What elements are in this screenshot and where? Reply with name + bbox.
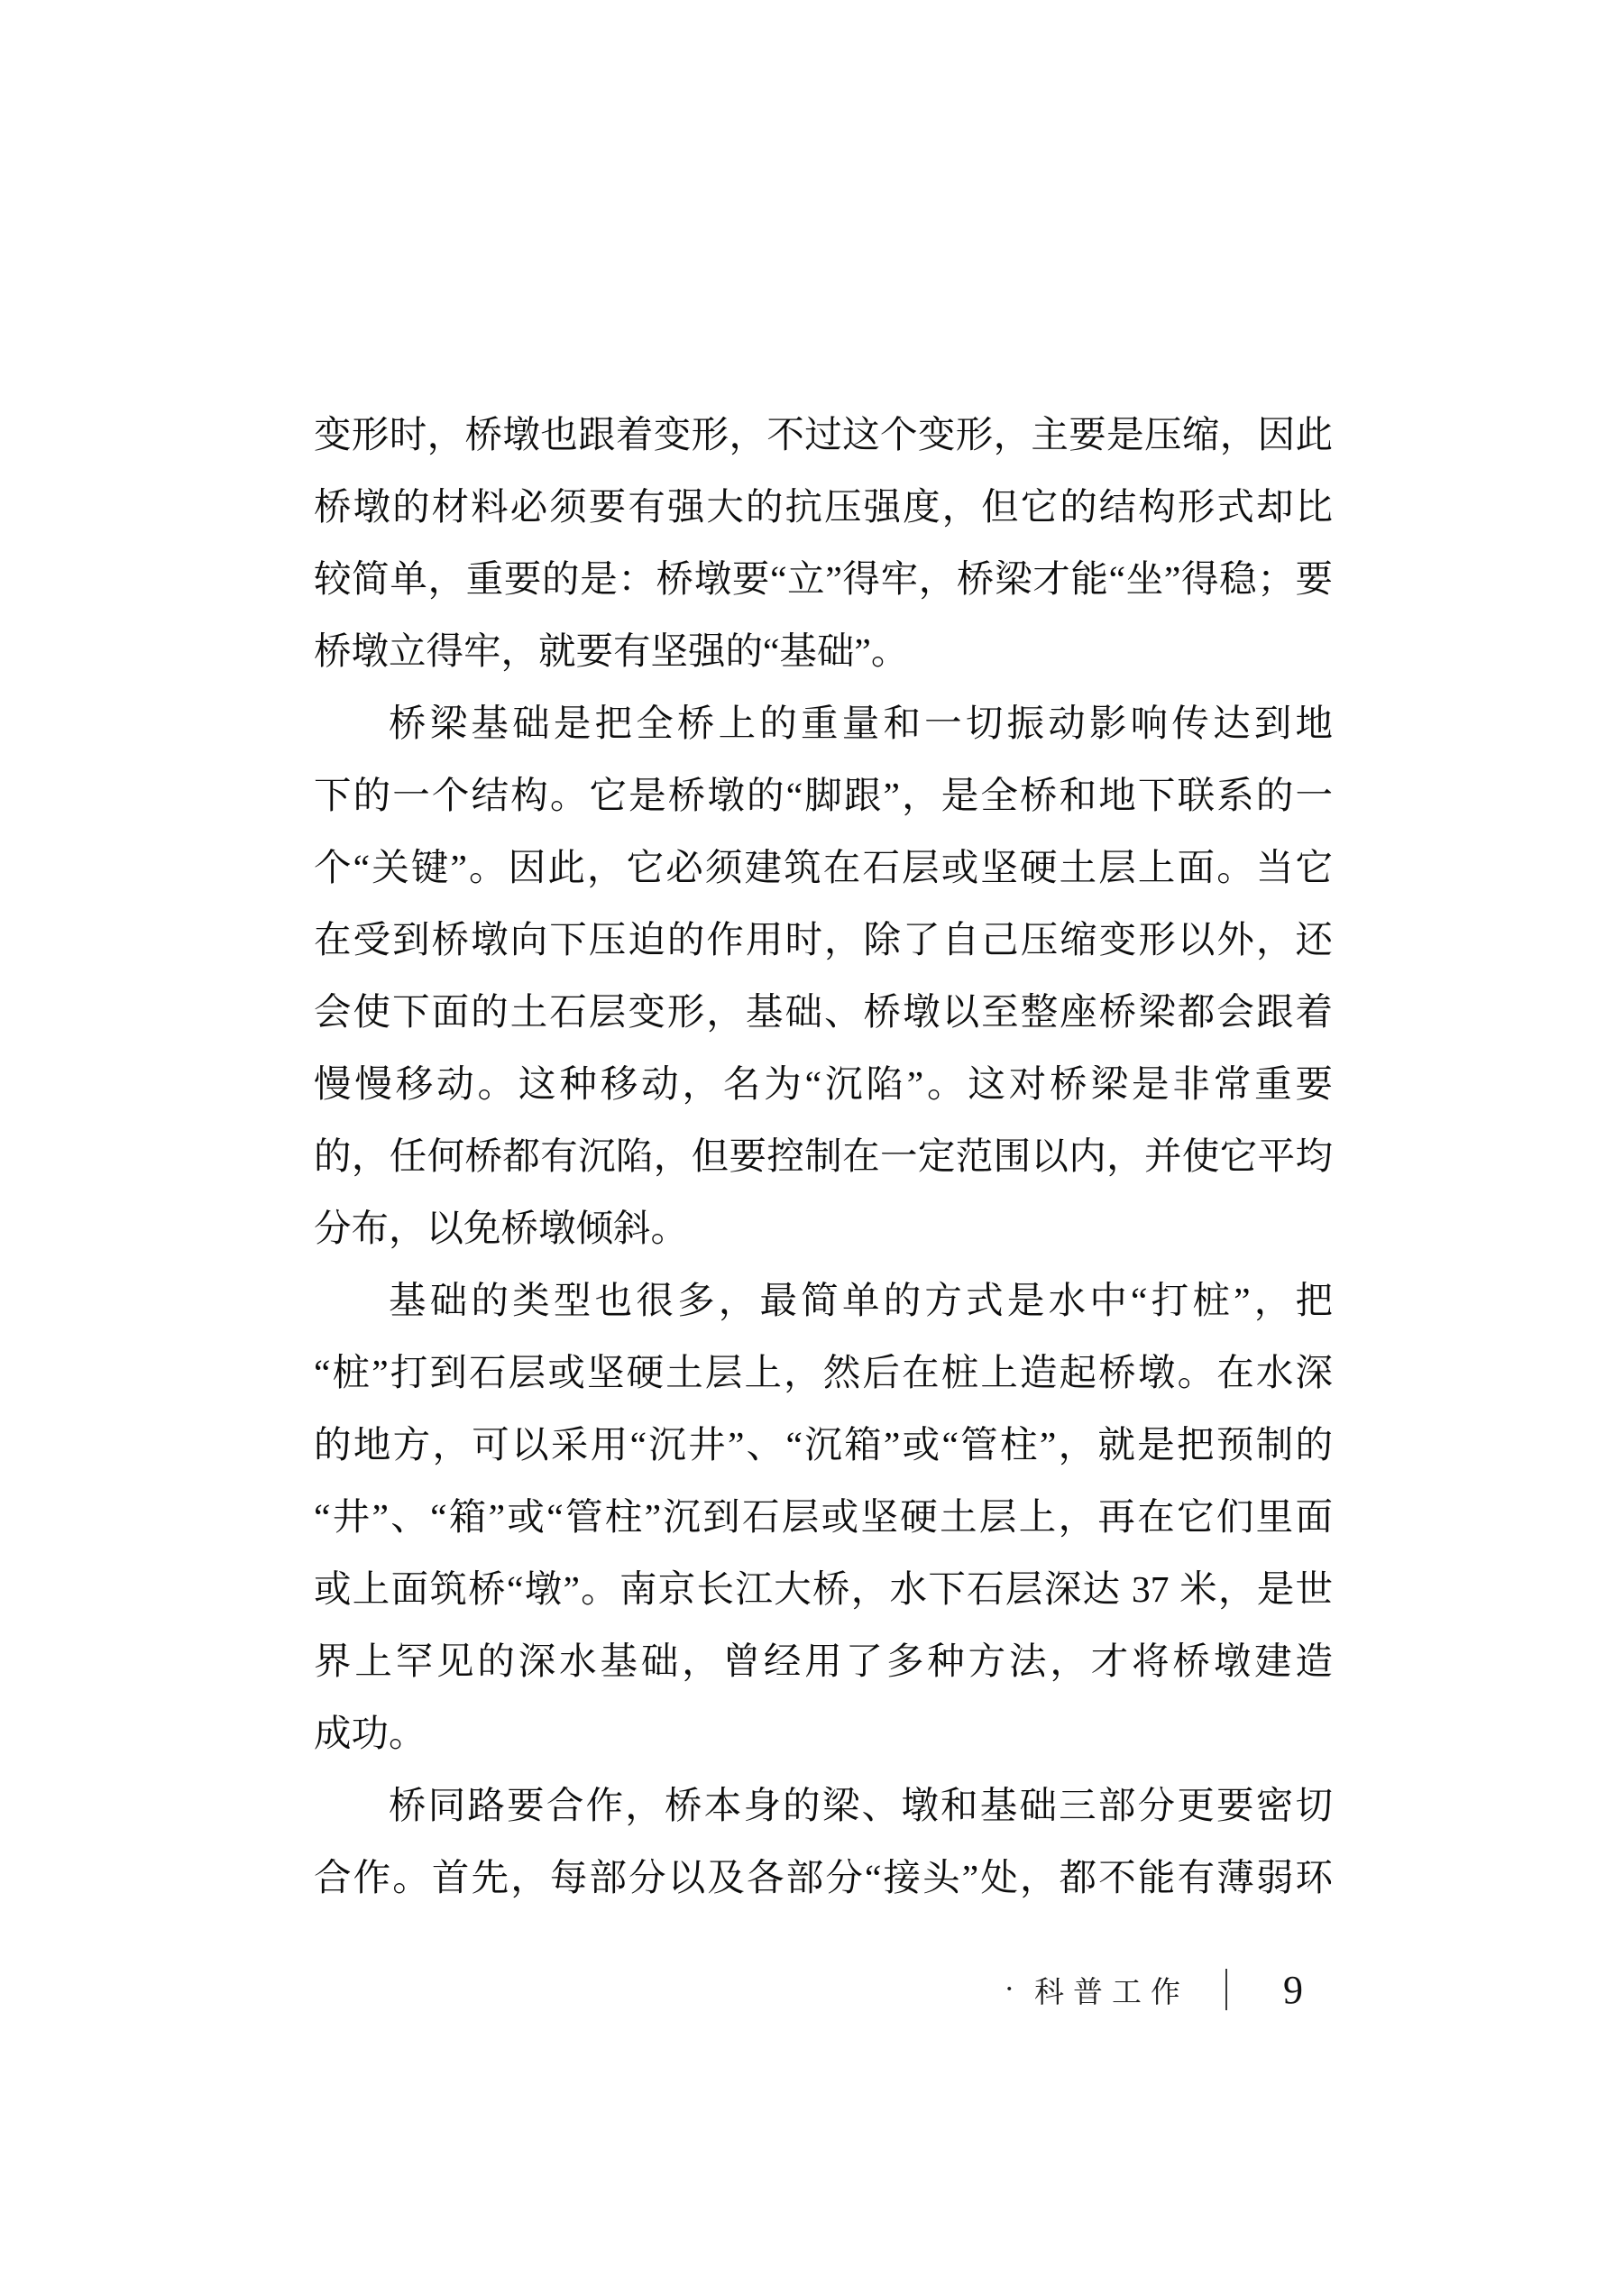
text-line: 成功。 (314, 1713, 427, 1754)
text-line: 在受到桥墩向下压迫的作用时，除了自己压缩变形以外，还 (314, 919, 1333, 960)
body-text (314, 399, 1333, 1914)
text-line: 下的一个结构。它是桥墩的“脚跟”，是全桥和地下联系的一 (314, 775, 1333, 816)
text-line: 变形时，桥墩也跟着变形，不过这个变形，主要是压缩，因此 (314, 414, 1333, 455)
text-line: 的地方，可以采用“沉井”、“沉箱”或“管柱”，就是把预制的 (314, 1424, 1333, 1466)
text-line: 慢慢移动。这种移动，名为“沉陷”。这对桥梁是非常重要 (314, 1063, 1333, 1105)
text-line: 的，任何桥都有沉陷，但要控制在一定范围以内，并使它平均 (314, 1135, 1333, 1177)
footer-bullet: · (1004, 1972, 1014, 2006)
running-title: 科普工作 (1034, 1976, 1189, 2009)
text-line: 桥墩的材料必须要有强大的抗压强度，但它的结构形式却比 (314, 486, 1333, 528)
page-number: 9 (1283, 1967, 1303, 2012)
text-line: 桥同路要合作，桥本身的梁、墩和基础三部分更要密切 (389, 1785, 1333, 1826)
text-line: 桥梁基础是把全桥上的重量和一切振动影响传达到地 (389, 703, 1333, 744)
text-line: 合作。首先，每部分以及各部分“接头”处，都不能有薄弱环 (314, 1857, 1333, 1898)
text-line: 个“关键”。因此，它必须建筑在石层或坚硬土层上面。当它 (314, 847, 1333, 888)
text-line: “桩”打到石层或坚硬土层上，然后在桩上造起桥墩。在水深 (314, 1352, 1333, 1393)
text-line: 较简单，重要的是：桥墩要“立”得牢，桥梁才能“坐”得稳；要 (314, 558, 1333, 600)
text-line: 或上面筑桥“墩”。南京长江大桥，水下石层深达 37 米，是世 (314, 1568, 1333, 1610)
text-line: 分布，以免桥墩倾斜。 (314, 1208, 689, 1249)
page-footer (1005, 1966, 1303, 2013)
text-line: 会使下面的土石层变形，基础、桥墩以至整座桥梁都会跟着 (314, 991, 1333, 1033)
text-line: 桥墩立得牢，就要有坚强的“基础”。 (314, 630, 909, 672)
footer-divider (1225, 1969, 1227, 2010)
text-line: 界上罕见的深水基础，曾经用了多种方法，才将桥墩建造 (314, 1640, 1333, 1682)
text-line: 基础的类型也很多，最简单的方式是水中“打桩”，把 (389, 1280, 1333, 1321)
text-line: “井”、“箱”或“管柱”沉到石层或坚硬土层上，再在它们里面 (314, 1496, 1333, 1538)
